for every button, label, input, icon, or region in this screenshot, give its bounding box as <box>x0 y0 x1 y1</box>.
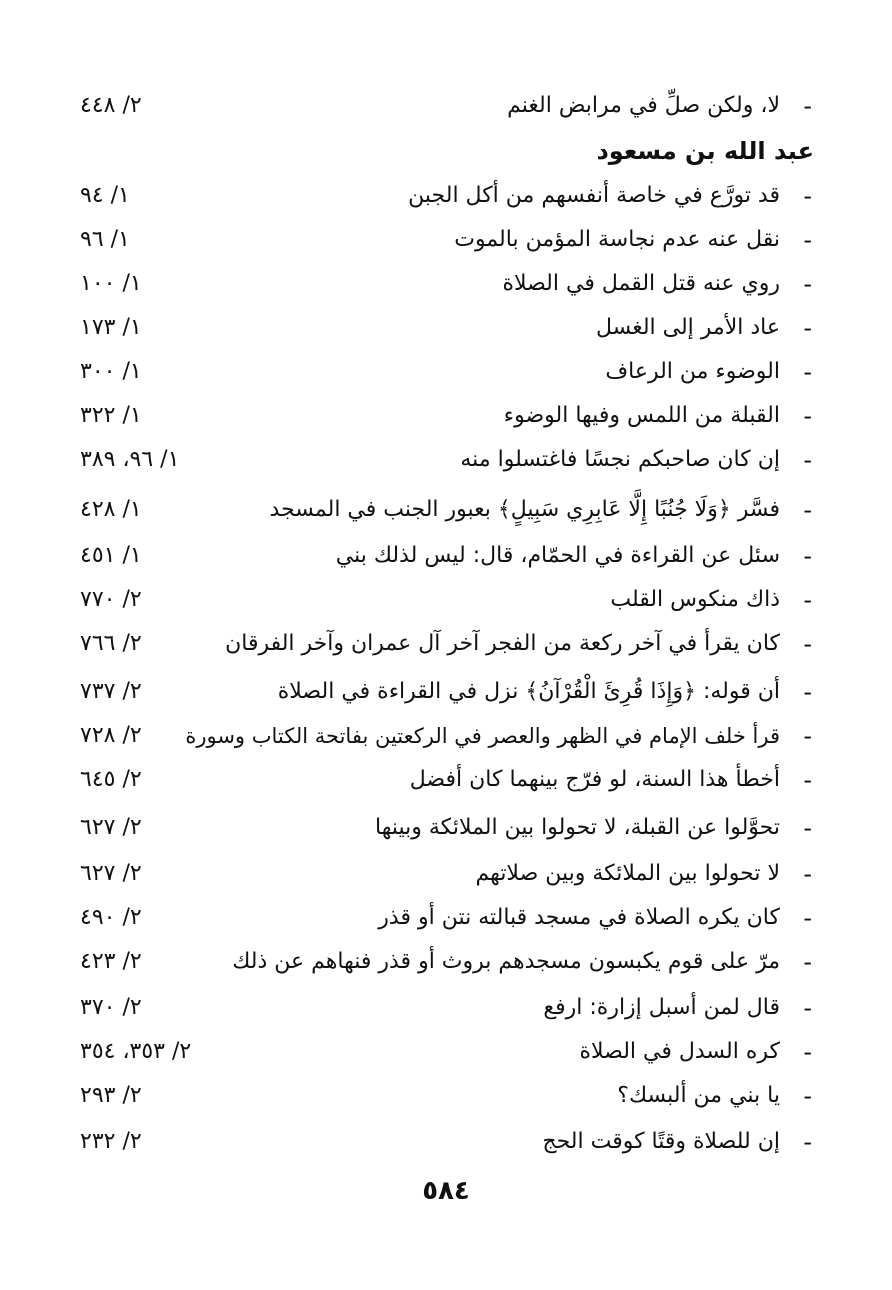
index-entry <box>80 86 814 126</box>
entry-text: ذاك منكوس القلب <box>610 587 780 612</box>
index-entry <box>80 942 814 982</box>
entry-reference: ٢/ ٢٣٢ <box>80 1129 142 1154</box>
entry-reference: ١/ ١٠٠ <box>80 271 142 296</box>
index-entry <box>80 176 814 216</box>
entry-text: قرأ خلف الإمام في الظهر والعصر في الركعتين بفاتحة الكتاب وسورة <box>185 724 780 748</box>
entry-text: كان يكره الصلاة في مسجد قبالته نتن أو قذر <box>378 905 780 930</box>
page-number: ٥٨٤ <box>422 1176 470 1206</box>
index-entry <box>80 1076 814 1116</box>
entry-reference: ٢/ ٧٣٧ <box>80 679 142 704</box>
entry-reference: ٢/ ٦٢٧ <box>80 861 142 886</box>
entry-dash: - <box>803 182 812 210</box>
entry-dash: - <box>803 92 812 120</box>
entry-reference: ٢/ ٤٩٠ <box>80 905 142 930</box>
index-entry <box>80 396 814 436</box>
entry-reference: ٢/ ٢٩٣ <box>80 1083 142 1108</box>
entry-dash: - <box>803 446 812 474</box>
index-entry <box>80 490 814 530</box>
entry-dash: - <box>803 542 812 570</box>
index-entry <box>80 580 814 620</box>
entry-reference: ١/ ٤٢٨ <box>80 497 142 522</box>
entry-text: قد تورَّع في خاصة أنفسهم من أكل الجبن <box>408 183 780 208</box>
entry-text: إن كان صاحبكم نجسًا فاغتسلوا منه <box>460 447 780 472</box>
entry-reference: ٢/ ٦٤٥ <box>80 767 142 792</box>
section-heading: عبد الله بن مسعود <box>596 137 814 165</box>
entry-dash: - <box>803 630 812 658</box>
entry-reference: ٢/ ٤٤٨ <box>80 93 142 118</box>
entry-reference: ١/ ٩٦، ٣٨٩ <box>80 447 180 472</box>
entry-text: الوضوء من الرعاف <box>605 359 780 384</box>
index-entry <box>80 808 814 848</box>
entry-text: عاد الأمر إلى الغسل <box>595 315 780 340</box>
entry-reference: ٢/ ٧٢٨ <box>80 723 142 748</box>
entry-dash: - <box>803 270 812 298</box>
entry-reference: ٢/ ٦٢٧ <box>80 815 142 840</box>
entry-reference: ١/ ١٧٣ <box>80 315 142 340</box>
entry-reference: ١/ ٣٠٠ <box>80 359 142 384</box>
entry-dash: - <box>803 314 812 342</box>
entry-text: لا تحولوا بين الملائكة وبين صلاتهم <box>475 861 780 886</box>
entry-reference: ٢/ ٤٢٣ <box>80 949 142 974</box>
index-entry <box>80 536 814 576</box>
index-entry <box>80 988 814 1028</box>
entry-text: مرّ على قوم يكبسون مسجدهم بروث أو قذر فنهاهم عن ذلك <box>232 949 780 974</box>
entry-dash: - <box>803 814 812 842</box>
entry-dash: - <box>803 860 812 888</box>
entry-reference: ١/ ٩٤ <box>80 183 130 208</box>
entry-reference: ٢/ ٧٦٦ <box>80 631 142 656</box>
entry-dash: - <box>803 948 812 976</box>
index-entry <box>80 308 814 348</box>
entry-dash: - <box>803 904 812 932</box>
index-entry <box>80 352 814 392</box>
index-entry <box>80 854 814 894</box>
index-entry <box>80 1122 814 1162</box>
entry-dash: - <box>803 586 812 614</box>
entry-reference: ١/ ٣٢٢ <box>80 403 142 428</box>
entry-reference: ٢/ ٣٧٠ <box>80 995 142 1020</box>
index-entry <box>80 760 814 800</box>
entry-reference: ٢/ ٣٥٣، ٣٥٤ <box>80 1039 192 1064</box>
entry-text: نقل عنه عدم نجاسة المؤمن بالموت <box>454 227 780 252</box>
entry-dash: - <box>803 1082 812 1110</box>
entry-reference: ١/ ٤٥١ <box>80 543 142 568</box>
entry-dash: - <box>803 358 812 386</box>
index-entry <box>80 264 814 304</box>
index-entry <box>80 220 814 260</box>
entry-dash: - <box>803 766 812 794</box>
entry-reference: ٢/ ٧٧٠ <box>80 587 142 612</box>
index-entry <box>80 898 814 938</box>
entry-reference: ١/ ٩٦ <box>80 227 130 252</box>
entry-dash: - <box>803 1038 812 1066</box>
entry-text: روي عنه قتل القمل في الصلاة <box>502 271 780 296</box>
entry-dash: - <box>803 496 812 524</box>
entry-dash: - <box>803 678 812 706</box>
entry-dash: - <box>803 1128 812 1156</box>
entry-text: كان يقرأ في آخر ركعة من الفجر آخر آل عمران وآخر الفرقان <box>225 631 780 656</box>
entry-text: كره السدل في الصلاة <box>579 1039 780 1064</box>
entry-text: تحوَّلوا عن القبلة، لا تحولوا بين الملائكة وبينها <box>375 815 780 840</box>
entry-dash: - <box>803 994 812 1022</box>
entry-dash: - <box>803 402 812 430</box>
entry-dash: - <box>803 226 812 254</box>
entry-text: قال لمن أسبل إزارة: ارفع <box>543 995 780 1020</box>
index-entry <box>80 440 814 480</box>
entry-text: إن للصلاة وقتًا كوقت الحج <box>542 1129 780 1154</box>
index-entry <box>80 1032 814 1072</box>
entry-text: لا، ولكن صلِّ في مرابض الغنم <box>507 93 780 118</box>
entry-text: سئل عن القراءة في الحمّام، قال: ليس لذلك بني <box>335 543 780 568</box>
entry-text: أن قوله: ﴿وَإِذَا قُرِئَ الْقُرْآنُ﴾ نزل في القراءة في الصلاة <box>277 679 780 704</box>
index-entry <box>80 624 814 664</box>
entry-text: فسَّر ﴿وَلَا جُنُبًا إِلَّا عَابِرِي سَبِيلٍ﴾ بعبور الجنب في المسجد <box>269 497 780 522</box>
entry-text: أخطأ هذا السنة، لو فرّج بينهما كان أفضل <box>409 767 780 792</box>
index-entry <box>80 672 814 712</box>
entry-text: القبلة من اللمس وفيها الوضوء <box>503 403 780 428</box>
entry-text: يا بني من ألبسك؟ <box>617 1083 780 1108</box>
entry-dash: - <box>803 722 812 750</box>
index-entry <box>80 716 814 756</box>
